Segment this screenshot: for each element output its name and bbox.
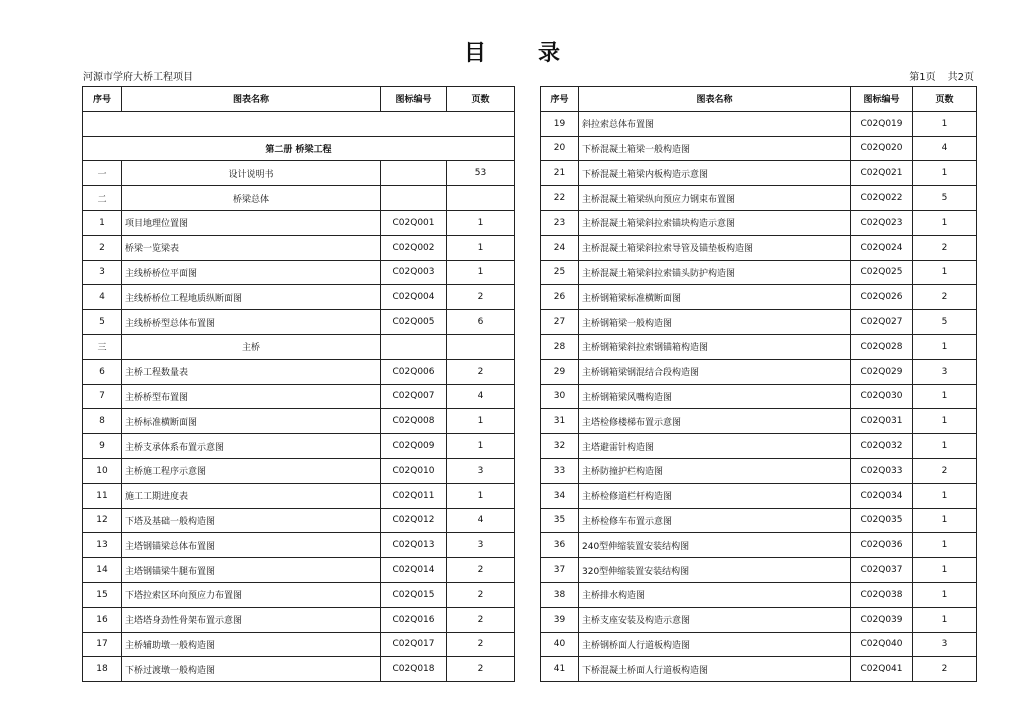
row-code: C02Q008 [381, 409, 447, 434]
row-seq: 31 [541, 409, 579, 434]
row-code [381, 186, 447, 211]
row-pages: 2 [447, 558, 515, 583]
row-code: C02Q007 [381, 384, 447, 409]
table-row [541, 384, 977, 409]
table-row [541, 434, 977, 459]
table-row [541, 136, 977, 161]
row-seq: 41 [541, 657, 579, 682]
table-row [541, 260, 977, 285]
row-name: 主桥支座安装及构造示意图 [579, 607, 851, 632]
row-name: 下桥混凝土桥面人行道板构造图 [579, 657, 851, 682]
row-seq: 27 [541, 310, 579, 335]
row-pages: 1 [447, 210, 515, 235]
page-current: 第1页 [909, 72, 936, 83]
row-code: C02Q003 [381, 260, 447, 285]
row-seq: 7 [83, 384, 122, 409]
row-pages: 1 [913, 161, 977, 186]
header-code: 图标编号 [381, 87, 447, 112]
row-code: C02Q026 [851, 285, 913, 310]
row-seq: 二 [83, 186, 122, 211]
row-seq: 26 [541, 285, 579, 310]
row-pages: 1 [913, 111, 977, 136]
row-pages: 1 [913, 260, 977, 285]
row-name: 主桥支承体系布置示意图 [122, 434, 381, 459]
row-code: C02Q030 [851, 384, 913, 409]
row-pages: 1 [913, 508, 977, 533]
row-seq: 23 [541, 210, 579, 235]
row-pages: 1 [913, 334, 977, 359]
page-total: 共2页 [947, 72, 974, 83]
table-row [541, 186, 977, 211]
table-row [541, 632, 977, 657]
row-name: 主桥标准横断面图 [122, 409, 381, 434]
row-seq: 19 [541, 111, 579, 136]
row-seq: 一 [83, 161, 122, 186]
row-code: C02Q040 [851, 632, 913, 657]
row-name: 主塔检修楼梯布置示意图 [579, 409, 851, 434]
row-name: 主桥钢箱梁风嘴构造图 [579, 384, 851, 409]
header-name: 图表名称 [579, 87, 851, 112]
row-code: C02Q037 [851, 558, 913, 583]
table-row [541, 334, 977, 359]
row-name: 主桥 [122, 334, 381, 359]
row-pages: 53 [447, 161, 515, 186]
table-row [541, 458, 977, 483]
page-info [897, 68, 974, 83]
row-code: C02Q005 [381, 310, 447, 335]
row-seq: 40 [541, 632, 579, 657]
row-pages: 1 [447, 260, 515, 285]
row-name: 主桥检修道栏杆构造图 [579, 483, 851, 508]
row-pages: 1 [913, 483, 977, 508]
row-name: 主线桥桥位平面图 [122, 260, 381, 285]
row-seq: 29 [541, 359, 579, 384]
row-name: 设计说明书 [122, 161, 381, 186]
row-seq: 33 [541, 458, 579, 483]
row-pages: 5 [913, 310, 977, 335]
blank-row [83, 111, 515, 136]
row-name: 主塔塔身劲性骨架布置示意图 [122, 607, 381, 632]
row-code: C02Q012 [381, 508, 447, 533]
row-pages: 3 [447, 533, 515, 558]
row-code: C02Q020 [851, 136, 913, 161]
table-row [83, 235, 515, 260]
row-code: C02Q032 [851, 434, 913, 459]
row-pages: 1 [913, 558, 977, 583]
row-pages: 1 [913, 384, 977, 409]
header-seq: 序号 [83, 87, 122, 112]
row-name: 主桥混凝土箱梁斜拉索锚头防护构造图 [579, 260, 851, 285]
row-name: 主桥钢箱梁一般构造图 [579, 310, 851, 335]
row-pages: 1 [447, 483, 515, 508]
row-code: C02Q004 [381, 285, 447, 310]
row-seq: 36 [541, 533, 579, 558]
table-row [541, 483, 977, 508]
table-header-row [541, 87, 977, 112]
row-seq: 18 [83, 657, 122, 682]
table-row [83, 161, 515, 186]
row-seq: 38 [541, 582, 579, 607]
row-code: C02Q011 [381, 483, 447, 508]
row-code: C02Q041 [851, 657, 913, 682]
row-seq: 34 [541, 483, 579, 508]
row-code: C02Q036 [851, 533, 913, 558]
row-name: 主桥防撞护栏构造图 [579, 458, 851, 483]
table-row [541, 657, 977, 682]
row-name: 斜拉索总体布置图 [579, 111, 851, 136]
table-row [541, 582, 977, 607]
header-pages: 页数 [913, 87, 977, 112]
row-pages: 1 [447, 409, 515, 434]
row-seq: 16 [83, 607, 122, 632]
toc-table-left [82, 86, 515, 682]
row-pages [447, 186, 515, 211]
table-row [83, 657, 515, 682]
row-seq: 3 [83, 260, 122, 285]
row-pages [447, 334, 515, 359]
row-pages: 3 [447, 458, 515, 483]
row-name: 240型伸缩装置安装结构图 [579, 533, 851, 558]
row-code: C02Q002 [381, 235, 447, 260]
row-name: 主线桥桥位工程地质纵断面图 [122, 285, 381, 310]
table-row [541, 409, 977, 434]
row-code: C02Q019 [851, 111, 913, 136]
row-code: C02Q033 [851, 458, 913, 483]
row-name: 主桥钢桥面人行道板构造图 [579, 632, 851, 657]
row-code: C02Q034 [851, 483, 913, 508]
row-seq: 2 [83, 235, 122, 260]
row-pages: 2 [447, 607, 515, 632]
row-code: C02Q024 [851, 235, 913, 260]
row-code: C02Q013 [381, 533, 447, 558]
row-seq: 12 [83, 508, 122, 533]
row-code: C02Q016 [381, 607, 447, 632]
table-row [83, 434, 515, 459]
volume-heading: 第二册 桥梁工程 [83, 136, 515, 161]
row-code [381, 161, 447, 186]
row-seq: 24 [541, 235, 579, 260]
row-seq: 25 [541, 260, 579, 285]
row-code: C02Q021 [851, 161, 913, 186]
row-pages: 1 [913, 582, 977, 607]
row-name: 主桥桥型布置图 [122, 384, 381, 409]
row-pages: 1 [913, 434, 977, 459]
row-name: 主桥排水构造图 [579, 582, 851, 607]
row-code: C02Q023 [851, 210, 913, 235]
row-pages: 2 [447, 359, 515, 384]
row-code: C02Q015 [381, 582, 447, 607]
toc-table-right [540, 86, 977, 682]
row-seq: 20 [541, 136, 579, 161]
row-code: C02Q009 [381, 434, 447, 459]
row-code: C02Q006 [381, 359, 447, 384]
row-code [381, 334, 447, 359]
row-pages: 6 [447, 310, 515, 335]
row-seq: 13 [83, 533, 122, 558]
row-code: C02Q035 [851, 508, 913, 533]
table-row [541, 210, 977, 235]
row-name: 桥梁一览梁表 [122, 235, 381, 260]
row-name: 下塔拉索区环向预应力布置图 [122, 582, 381, 607]
table-row [541, 285, 977, 310]
row-code: C02Q010 [381, 458, 447, 483]
row-name: 主桥工程数量表 [122, 359, 381, 384]
table-header-row [83, 87, 515, 112]
page-title-char: 录 [538, 41, 561, 66]
header-pages: 页数 [447, 87, 515, 112]
row-name: 施工工期进度表 [122, 483, 381, 508]
toc-body-left [83, 111, 515, 681]
row-pages: 2 [447, 632, 515, 657]
row-pages: 1 [913, 533, 977, 558]
table-row [541, 161, 977, 186]
row-code: C02Q029 [851, 359, 913, 384]
row-code: C02Q025 [851, 260, 913, 285]
row-name: 下桥过渡墩一般构造图 [122, 657, 381, 682]
table-row [83, 260, 515, 285]
row-name: 主桥钢箱梁标准横断面图 [579, 285, 851, 310]
row-code: C02Q018 [381, 657, 447, 682]
row-pages: 2 [913, 657, 977, 682]
table-row [541, 359, 977, 384]
row-pages: 2 [447, 582, 515, 607]
row-seq: 5 [83, 310, 122, 335]
table-row [541, 508, 977, 533]
row-seq: 1 [83, 210, 122, 235]
row-code: C02Q038 [851, 582, 913, 607]
row-seq: 22 [541, 186, 579, 211]
row-seq: 15 [83, 582, 122, 607]
row-code: C02Q027 [851, 310, 913, 335]
row-pages: 1 [447, 434, 515, 459]
page-title-char: 目 [463, 41, 486, 66]
row-code: C02Q031 [851, 409, 913, 434]
table-row [83, 582, 515, 607]
header-code: 图标编号 [851, 87, 913, 112]
row-name: 主塔避雷针构造图 [579, 434, 851, 459]
row-name: 主桥检修车布置示意图 [579, 508, 851, 533]
row-code: C02Q014 [381, 558, 447, 583]
row-pages: 4 [447, 508, 515, 533]
row-seq: 11 [83, 483, 122, 508]
row-pages: 1 [913, 607, 977, 632]
table-row [541, 310, 977, 335]
row-name: 主塔钢锚梁总体布置图 [122, 533, 381, 558]
row-seq: 39 [541, 607, 579, 632]
row-code: C02Q022 [851, 186, 913, 211]
page-title [0, 36, 1024, 67]
row-name: 主桥混凝土箱梁斜拉索导管及锚垫板构造图 [579, 235, 851, 260]
row-name: 主桥钢箱梁斜拉索钢锚箱构造图 [579, 334, 851, 359]
row-seq: 8 [83, 409, 122, 434]
row-name: 桥梁总体 [122, 186, 381, 211]
table-row [83, 533, 515, 558]
row-name: 项目地理位置图 [122, 210, 381, 235]
table-row [541, 235, 977, 260]
row-code: C02Q017 [381, 632, 447, 657]
row-code: C02Q001 [381, 210, 447, 235]
row-seq: 30 [541, 384, 579, 409]
table-row [83, 111, 515, 136]
row-pages: 2 [447, 285, 515, 310]
row-name: 下桥混凝土箱梁一般构造图 [579, 136, 851, 161]
table-row [83, 359, 515, 384]
project-name: 河源市学府大桥工程项目 [83, 72, 193, 83]
row-pages: 3 [913, 632, 977, 657]
table-row [541, 607, 977, 632]
row-code: C02Q039 [851, 607, 913, 632]
table-row [83, 186, 515, 211]
row-name: 下桥混凝土箱梁内板构造示意图 [579, 161, 851, 186]
row-code: C02Q028 [851, 334, 913, 359]
table-row [83, 483, 515, 508]
table-row [83, 384, 515, 409]
row-seq: 10 [83, 458, 122, 483]
header-seq: 序号 [541, 87, 579, 112]
table-row [83, 285, 515, 310]
table-row [83, 310, 515, 335]
header-name: 图表名称 [122, 87, 381, 112]
table-row [83, 607, 515, 632]
table-row [83, 210, 515, 235]
row-name: 320型伸缩装置安装结构图 [579, 558, 851, 583]
row-pages: 2 [447, 657, 515, 682]
row-pages: 4 [913, 136, 977, 161]
row-pages: 4 [447, 384, 515, 409]
row-seq: 14 [83, 558, 122, 583]
row-seq: 17 [83, 632, 122, 657]
row-name: 主桥施工程序示意图 [122, 458, 381, 483]
row-pages: 2 [913, 235, 977, 260]
row-pages: 1 [913, 409, 977, 434]
table-row [83, 334, 515, 359]
row-name: 主桥混凝土箱梁纵向预应力钢束布置图 [579, 186, 851, 211]
row-name: 主桥混凝土箱梁斜拉索锚块构造示意图 [579, 210, 851, 235]
row-seq: 4 [83, 285, 122, 310]
row-pages: 1 [913, 210, 977, 235]
row-name: 主桥钢箱梁钢混结合段构造图 [579, 359, 851, 384]
table-row [83, 632, 515, 657]
table-row [541, 533, 977, 558]
row-seq: 9 [83, 434, 122, 459]
row-seq: 21 [541, 161, 579, 186]
row-seq: 6 [83, 359, 122, 384]
row-seq: 28 [541, 334, 579, 359]
row-pages: 1 [447, 235, 515, 260]
table-row [83, 558, 515, 583]
row-pages: 2 [913, 458, 977, 483]
table-row [83, 136, 515, 161]
row-pages: 3 [913, 359, 977, 384]
table-row [83, 409, 515, 434]
row-pages: 5 [913, 186, 977, 211]
table-row [541, 111, 977, 136]
row-pages: 2 [913, 285, 977, 310]
row-seq: 35 [541, 508, 579, 533]
toc-body-right [541, 111, 977, 681]
row-seq: 三 [83, 334, 122, 359]
row-seq: 37 [541, 558, 579, 583]
table-row [83, 458, 515, 483]
table-row [83, 508, 515, 533]
row-name: 主桥辅助墩一般构造图 [122, 632, 381, 657]
row-name: 下塔及基础一般构造图 [122, 508, 381, 533]
row-name: 主塔钢锚梁牛腿布置图 [122, 558, 381, 583]
row-seq: 32 [541, 434, 579, 459]
table-row [541, 558, 977, 583]
row-name: 主线桥桥型总体布置图 [122, 310, 381, 335]
